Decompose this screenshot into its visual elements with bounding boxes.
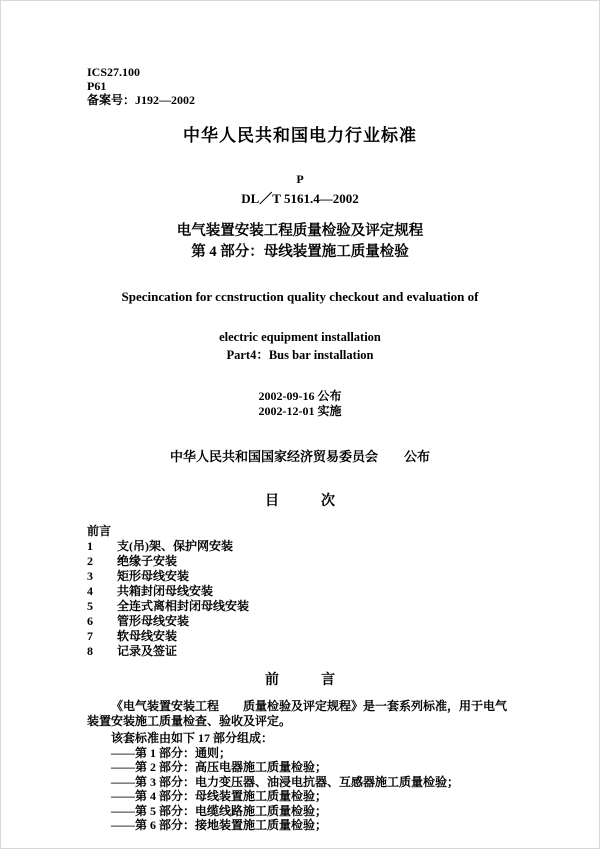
toc-item [87, 629, 513, 644]
toc-item [87, 614, 513, 629]
foreword-section [87, 699, 513, 833]
ics-code: ICS27.100 [87, 65, 141, 79]
foreword-paragraph-2: 该套标准由如下 17 部分组成： [111, 731, 274, 745]
table-of-contents [87, 524, 513, 659]
toc-preface-label: 前言 [87, 524, 112, 538]
toc-item-number: 4 [87, 584, 93, 598]
header-codes [87, 65, 513, 107]
toc-item-label: 矩形母线安装 [117, 569, 190, 583]
toc-heading: 目 次 [265, 494, 335, 509]
p-classification-code: P61 [87, 79, 107, 93]
standard-number: DL／T 5161.4—2002 [241, 191, 359, 206]
toc-item-number: 8 [87, 644, 93, 658]
toc-item-label: 共箱封闭母线安装 [117, 584, 214, 598]
toc-item [87, 554, 513, 569]
record-number: 备案号：J192—2002 [87, 93, 196, 107]
toc-item-label: 记录及签证 [117, 644, 178, 658]
toc-item-label: 绝缘子安装 [117, 554, 178, 568]
foreword-part-line: ——第 4 部分：母线装置施工质量检验； [111, 789, 328, 803]
publish-date: 2002-09-16 公布 [258, 389, 342, 403]
title-chinese-line2: 第 4 部分：母线装置施工质量检验 [191, 244, 409, 260]
issuing-authority: 中华人民共和国国家经济贸易委员会 公布 [169, 449, 430, 464]
title-english-line3: Part4：Bus bar installation [226, 348, 374, 362]
toc-item [87, 569, 513, 584]
toc-preface-row [87, 524, 513, 539]
title-english-line2: electric equipment installation [219, 330, 381, 344]
foreword-part-line: ——第 1 部分：通则； [111, 745, 232, 760]
toc-item-number: 3 [87, 569, 93, 583]
foreword-part-line: ——第 5 部分：电缆线路施工质量检验； [111, 803, 328, 818]
toc-item-number: 6 [87, 614, 93, 628]
toc-item [87, 584, 513, 599]
toc-item-label: 全连式离相封闭母线安装 [117, 599, 250, 613]
title-english-line1: Specincation for ccnstruction quality checkout and evaluation of [121, 289, 479, 304]
dates-block [87, 389, 513, 419]
foreword-part-line: ——第 3 部分：电力变压器、油浸电抗器、互感器施工质量检验； [111, 774, 460, 789]
toc-item [87, 644, 513, 659]
toc-item [87, 599, 513, 614]
foreword-heading: 前 言 [265, 673, 335, 688]
toc-item [87, 539, 513, 554]
implement-date: 2002-12-01 实施 [258, 404, 342, 418]
toc-item-label: 软母线安装 [117, 629, 178, 643]
foreword-part-line: ——第 6 部分：接地装置施工质量检验； [111, 818, 328, 832]
toc-item-label: 管形母线安装 [117, 614, 190, 628]
foreword-part-line: ——第 2 部分：高压电器施工质量检验； [111, 760, 328, 774]
toc-item-label: 支(吊)架、保护网安装 [117, 539, 233, 553]
toc-item-number: 1 [87, 539, 93, 553]
foreword-paragraph-1: 《电气装置安装工程 质量检验及评定规程》是一套系列标准，用于电气装置安装施工质量检查、验收及评定。 [87, 699, 508, 728]
toc-item-number: 7 [87, 629, 93, 643]
class-letter: P [296, 172, 304, 186]
title-chinese-line1: 电气装置安装工程质量检验及评定规程 [176, 223, 424, 239]
toc-item-number: 2 [87, 554, 93, 568]
standard-category-title: 中华人民共和国电力行业标准 [183, 126, 417, 145]
toc-item-number: 5 [87, 599, 93, 613]
